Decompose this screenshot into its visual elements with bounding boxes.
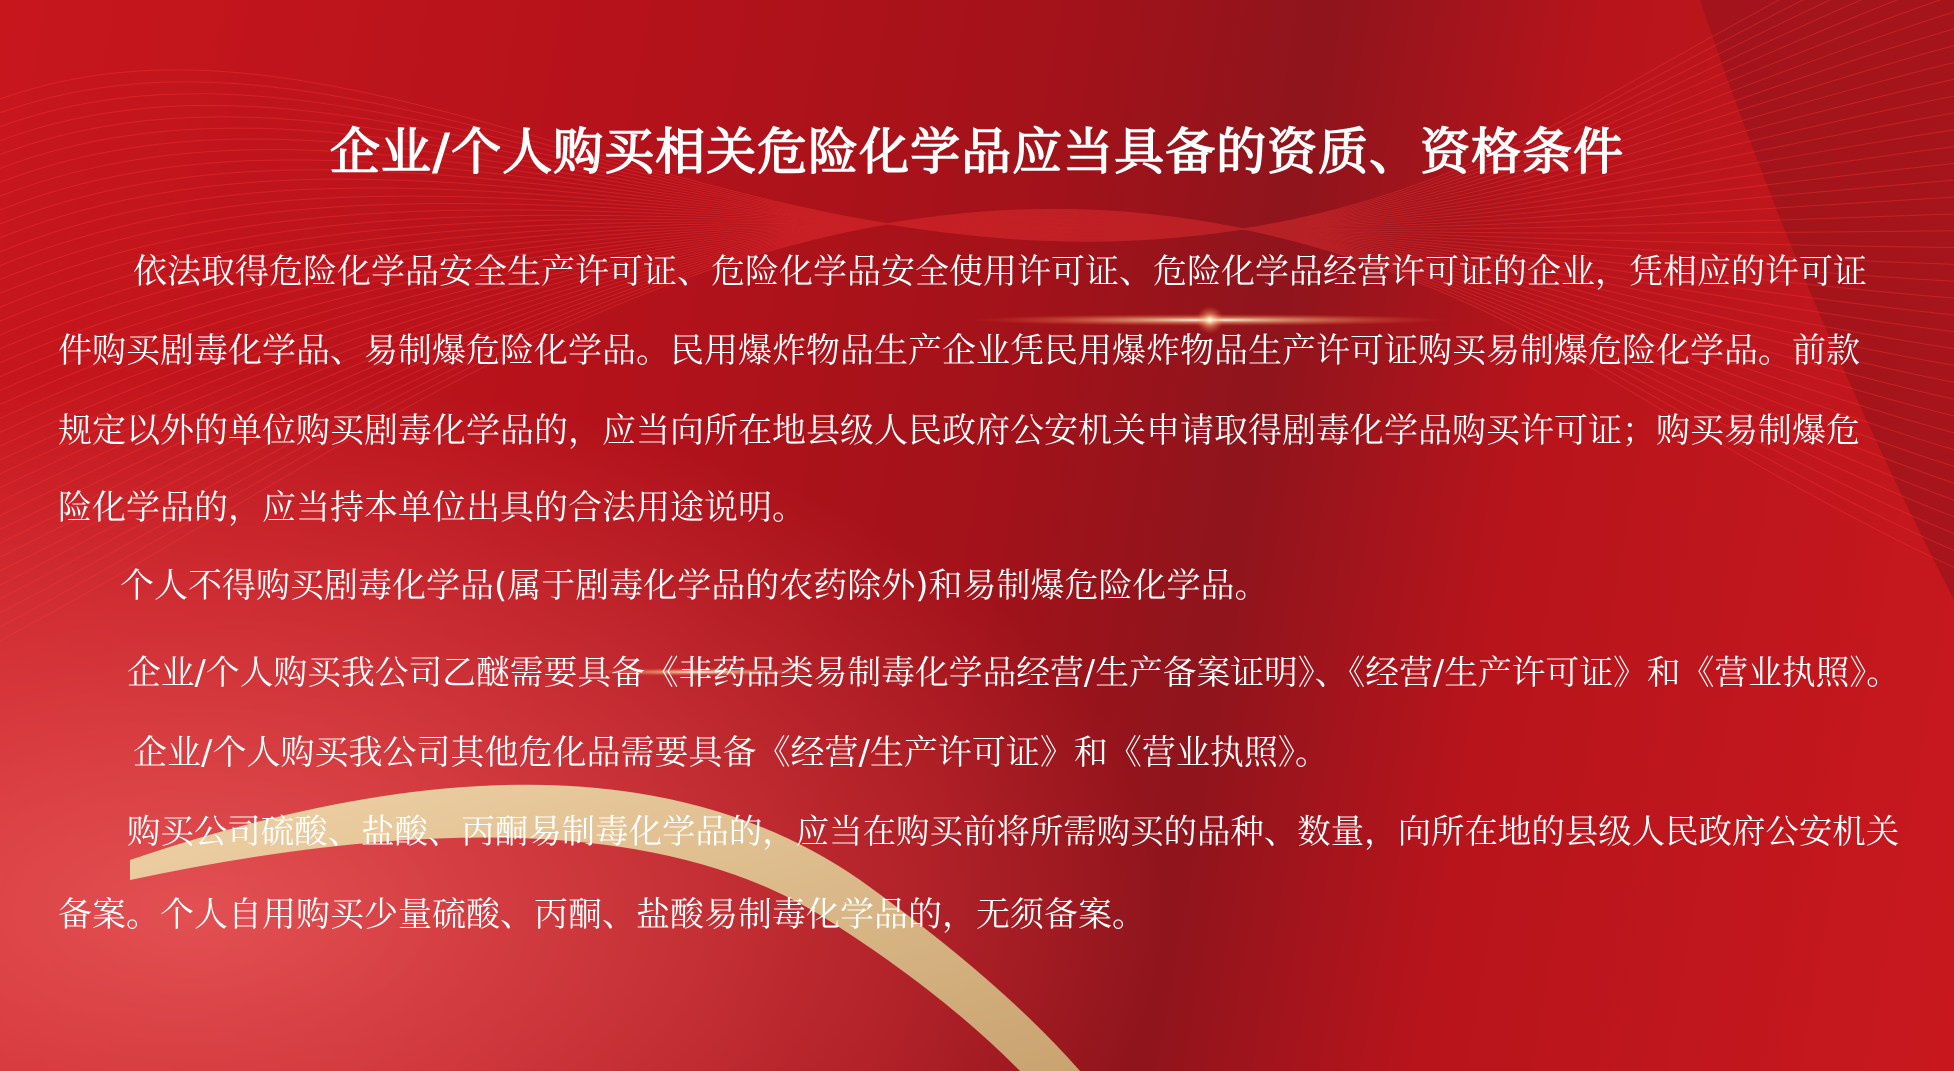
text-line: 规定以外的单位购买剧毒化学品的，应当向所在地县级人民政府公安机关申请取得剧毒化学品购买许可证；购买易制爆危 [58,411,1860,451]
text-line: 个人不得购买剧毒化学品(属于剧毒化学品的农药除外)和易制爆危险化学品。 [120,566,1269,606]
text-line: 备案。个人自用购买少量硫酸、丙酮、盐酸易制毒化学品的，无须备案。 [58,895,1146,935]
text-line: 企业/个人购买我公司其他危化品需要具备《经营/生产许可证》和《营业执照》。 [133,733,1329,773]
text-line: 企业/个人购买我公司乙醚需要具备《非药品类易制毒化学品经营/生产备案证明》、《经营/生产许可证》和《营业执照》。 [127,653,1901,692]
text-line: 件购买剧毒化学品、易制爆危险化学品。民用爆炸物品生产企业凭民用爆炸物品生产许可证购买易制爆危险化学品。前款 [58,331,1860,371]
page-title: 企业/个人购买相关危险化学品应当具备的资质、资格条件 [329,123,1625,181]
text-line: 险化学品的，应当持本单位出具的合法用途说明。 [58,488,806,528]
text-line: 购买公司硫酸、盐酸、丙酮易制毒化学品的，应当在购买前将所需购买的品种、数量，向所在地的县级人民政府公安机关 [127,812,1900,851]
text-line: 依法取得危险化学品安全生产许可证、危险化学品安全使用许可证、危险化学品经营许可证的企业，凭相应的许可证 [133,252,1867,292]
